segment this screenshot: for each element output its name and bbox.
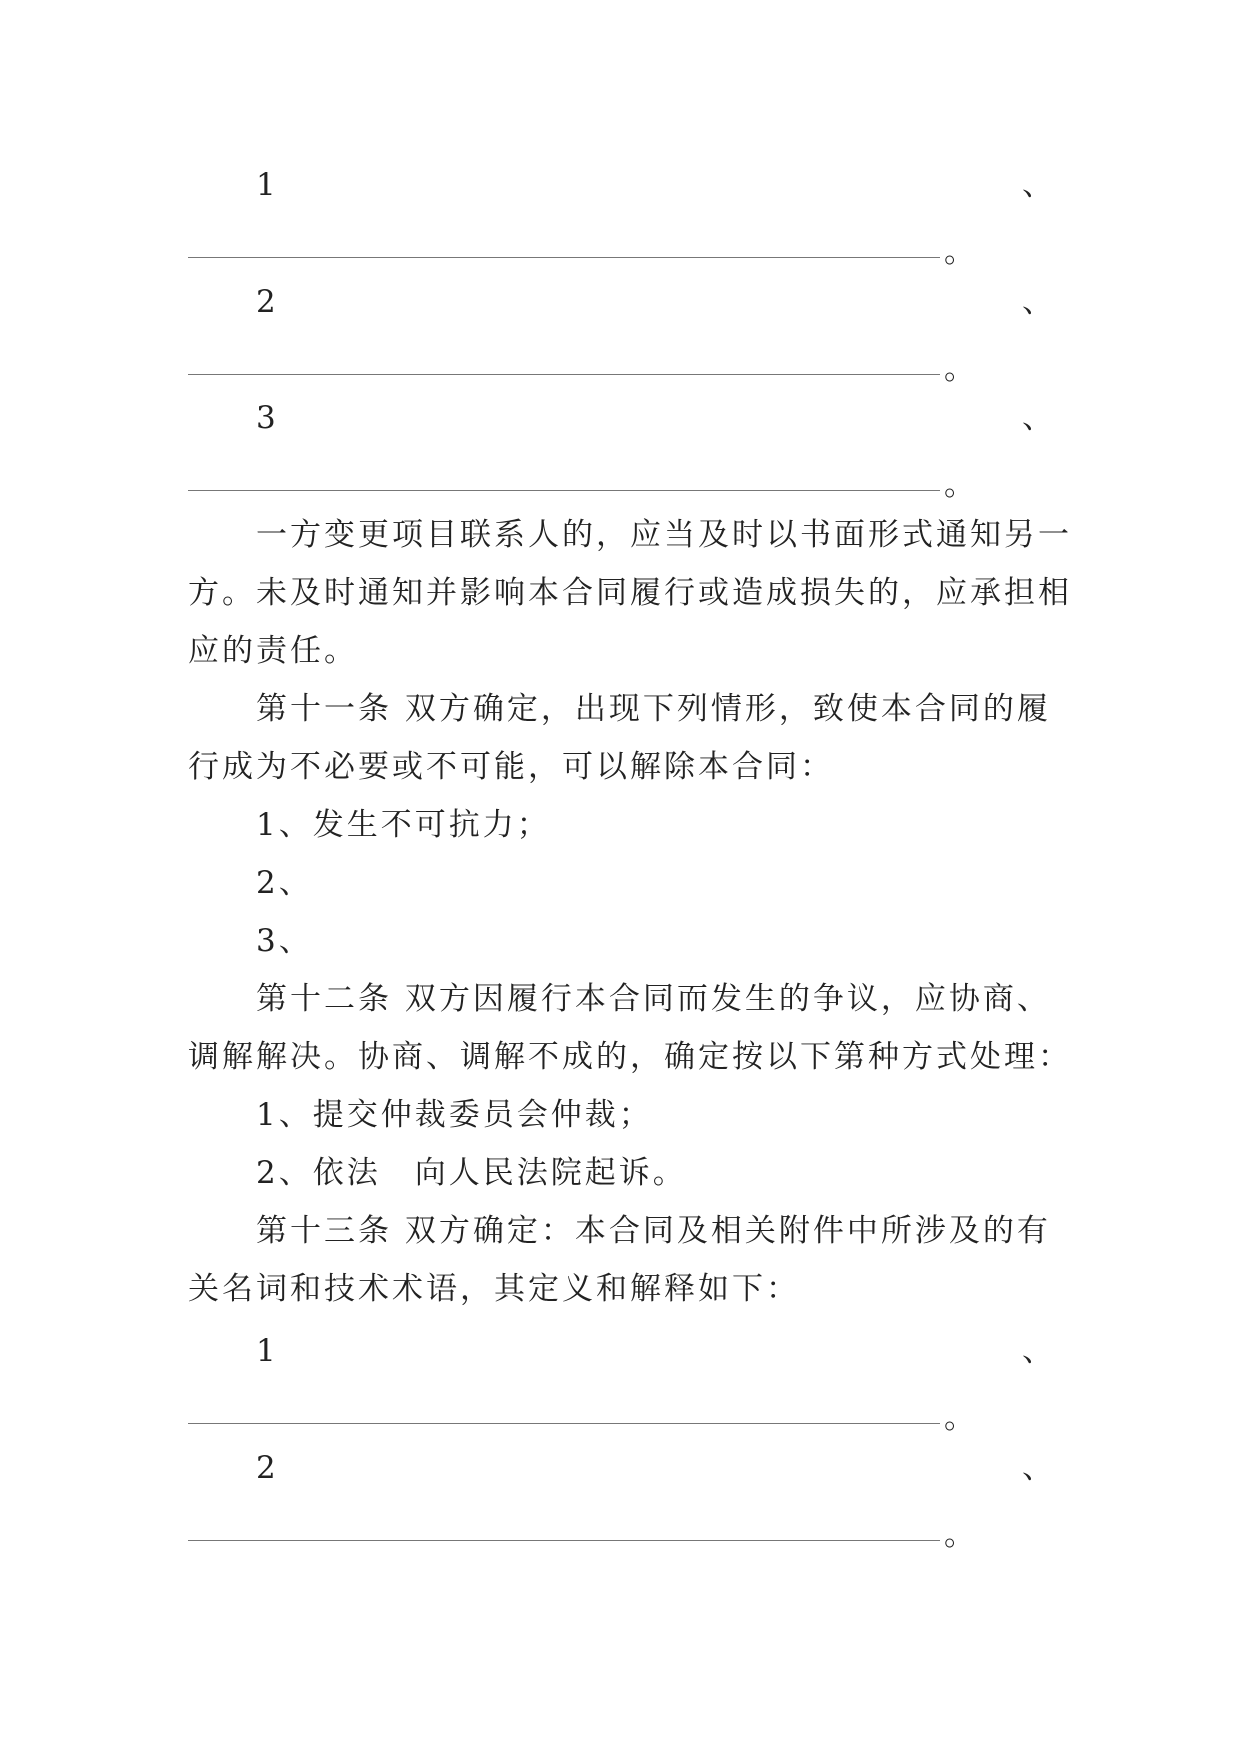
blank-item-end: 。	[944, 234, 975, 270]
blank-item-end: 。	[944, 1400, 975, 1436]
blank-fill-line	[188, 257, 940, 258]
blank-item-separator: 、	[1022, 284, 1053, 320]
blank-item-separator: 、	[1022, 1450, 1053, 1486]
article-11-line: 第十一条 双方确定，出现下列情形，致使本合同的履	[256, 691, 1051, 727]
article-13-line: 关名词和技术术语，其定义和解释如下：	[188, 1271, 800, 1307]
paragraph-line: 应的责任。	[188, 633, 358, 669]
article-13-line: 第十三条 双方确定：本合同及相关附件中所涉及的有	[256, 1213, 1051, 1249]
article-11-item: 1、发生不可抗力；	[256, 807, 551, 843]
article-12-item: 2、依法 向人民法院起诉。	[256, 1155, 687, 1191]
paragraph-line: 一方变更项目联系人的，应当及时以书面形式通知另一	[256, 517, 1072, 553]
paragraph-line: 方。未及时通知并影响本合同履行或造成损失的，应承担相	[188, 575, 1072, 611]
blank-item-separator: 、	[1022, 400, 1053, 436]
article-11-item: 2、	[256, 865, 313, 901]
blank-fill-line	[188, 1540, 940, 1541]
blank-fill-line	[188, 1423, 940, 1424]
blank-item-number: 1	[256, 1333, 276, 1369]
blank-item-end: 。	[944, 467, 975, 503]
blank-item-end: 。	[944, 351, 975, 387]
blank-item-separator: 、	[1022, 1333, 1053, 1369]
blank-item-end: 。	[944, 1517, 975, 1553]
blank-item-number: 2	[256, 284, 276, 320]
blank-item-number: 1	[256, 167, 276, 203]
article-11-item: 3、	[256, 923, 313, 959]
article-12-item: 1、提交仲裁委员会仲裁；	[256, 1097, 653, 1133]
blank-fill-line	[188, 374, 940, 375]
blank-fill-line	[188, 490, 940, 491]
article-12-line: 第十二条 双方因履行本合同而发生的争议，应协商、	[256, 981, 1051, 1017]
blank-item-separator: 、	[1022, 167, 1053, 203]
article-11-line: 行成为不必要或不可能，可以解除本合同：	[188, 749, 834, 785]
article-12-line: 调解解决。协商、调解不成的，确定按以下第种方式处理：	[188, 1039, 1072, 1075]
blank-item-number: 2	[256, 1450, 276, 1486]
blank-item-number: 3	[256, 400, 276, 436]
